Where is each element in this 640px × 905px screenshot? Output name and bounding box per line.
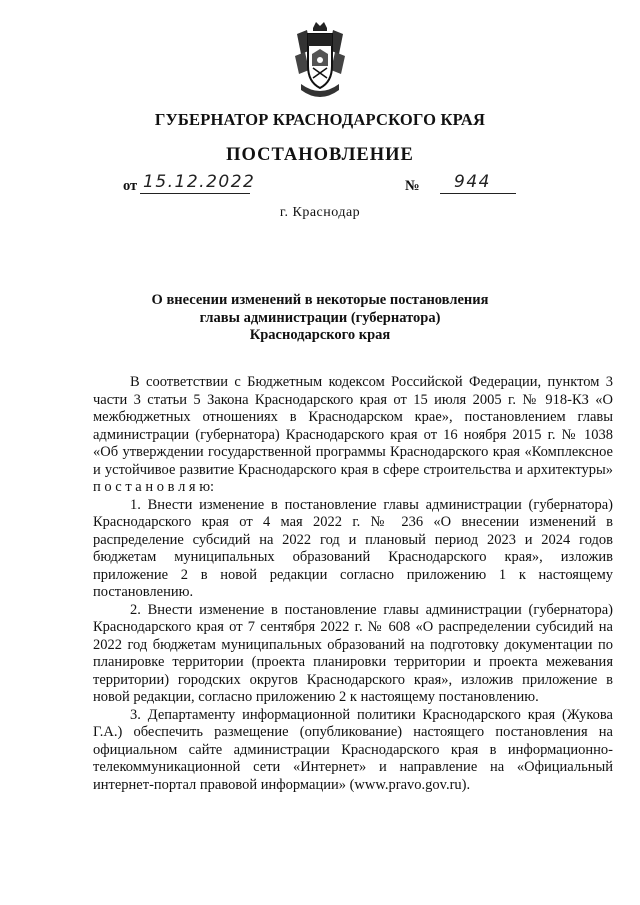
clause-3-paragraph: 3. Департаменту информационной политики Краснодарского края (Жукова Г.А.) обеспечить размещение (опубликование) настоящего постановления на официальном сайте администрации Краснодарского края в информационно-телекоммуникационной сети «Интернет» и направление на «Официальный интернет-портал правовой информации» (www.pravo.gov.ru). [93, 706, 613, 793]
clause-2-paragraph: 2. Внести изменение в постановление главы администрации (губернатора) Краснодарского края от 7 сентября 2022 г. № 608 «О распределении субсидий на 2022 год бюджетам муниципальных образований на подготовку документации по планировке территории (проекта планировки территории и проекта межевания территории) городских округов Краснодарского края», изложив приложение в новой редакции, согласно приложению 2 к настоящему постановлению. [93, 601, 613, 705]
authority-heading: ГУБЕРНАТОР КРАСНОДАРСКОГО КРАЯ [154, 110, 486, 129]
document-body [93, 374, 613, 794]
number-underline [440, 193, 516, 194]
title-line: О внесении изменений в некоторые постановления [151, 292, 489, 308]
coat-of-arms-emblem [291, 20, 349, 102]
document-title [150, 292, 490, 345]
clause-1-paragraph: 1. Внести изменение в постановление главы администрации (губернатора) Краснодарского края от 4 мая 2022 г. № 236 «О внесении изменений в распределение субсидий на 2022 год и плановый период 2023 и 2024 годов бюджетам муниципальных образований Краснодарского края», изложив приложение 2 в новой редакции согласно приложению 1 к настоящему постановлению. [93, 496, 613, 600]
title-line: главы администрации (губернатора) [199, 309, 441, 326]
document-date: 15.12.2022 [143, 172, 256, 192]
title-line: Краснодарского края [249, 327, 391, 343]
preamble-paragraph: В соответствии с Бюджетным кодексом Российской Федерации, пунктом 3 части 3 статьи 5 Закона Краснодарского края от 15 июля 2005 г. № 918-КЗ «О межбюджетных отношениях в Краснодарском крае», постановлением главы администрации (губернатора) Краснодарского края от 16 ноября 2015 г. № 1038 «Об утверждении государственной программы Краснодарского края «Комплексное и устойчивое развитие Краснодарского края в сфере строительства и архитектуры» п о с т а н о в л я ю: [93, 374, 613, 495]
date-prefix: от [123, 178, 138, 194]
document-number: 944 [454, 172, 491, 192]
city-line: г. Краснодар [279, 205, 361, 220]
document-type-heading: ПОСТАНОВЛЕНИЕ [226, 145, 414, 165]
number-prefix: № [405, 178, 420, 194]
date-underline [140, 193, 250, 194]
